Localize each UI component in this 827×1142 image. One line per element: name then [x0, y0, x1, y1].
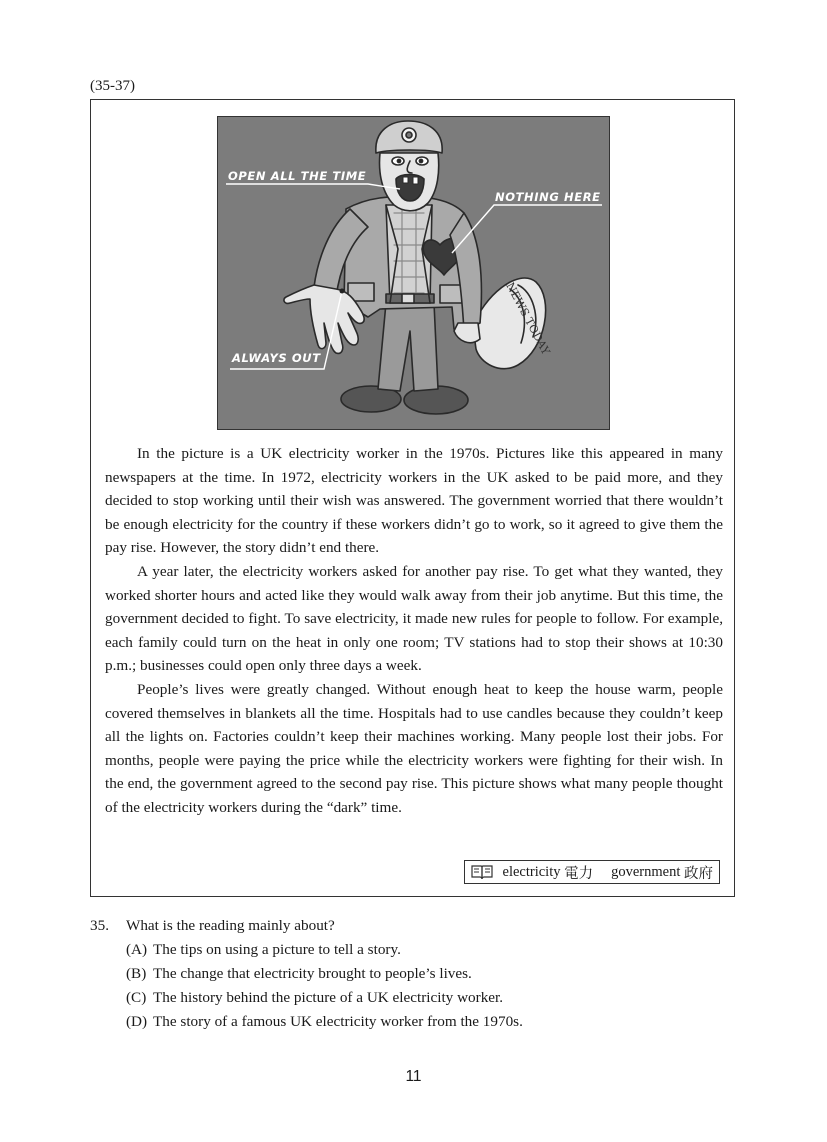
question-range-header: (35-37): [90, 78, 135, 94]
glossary-meaning: 政府: [684, 865, 713, 882]
book-icon: [471, 864, 493, 880]
passage-paragraph: A year later, the electricity workers asked for another pay rise. To get what they wanted, they worked shorter hours and acted like they would walk away from their job anytime. But this time, the government decided to fight. To save electricity, it made new rules for people to follow. For example, each family could turn on the heat in only one room; TV stations had to stop their shows at 10:30 p.m.; businesses could open only three days a week.: [105, 562, 723, 675]
option-text: The tips on using a picture to tell a story.: [153, 941, 401, 958]
glossary-meaning: 電力: [564, 865, 594, 882]
hand-label: ALWAYS OUT: [232, 351, 321, 365]
page-number: 11: [405, 1068, 422, 1085]
glossary-word: electricity: [502, 863, 561, 880]
option-letter: (A): [126, 941, 148, 958]
answer-option-c[interactable]: [126, 986, 523, 1010]
mouth-callout-line: [226, 184, 400, 189]
reading-passage: [105, 442, 723, 820]
passage-paragraph: People’s lives were greatly changed. Without enough heat to keep the house warm, people covered themselves in blankets all the time. Hospitals had to use candles because they couldn’t keep all the lights on. Factories couldn’t keep their machines working. Many people lost their jobs. For months, people were paying the price while the electricity workers were fighting for their wish. In the end, the government agreed to the second pay rise. This picture shows what many people thought of the electricity workers during the “dark” time.: [105, 680, 723, 816]
answer-option-b[interactable]: [126, 962, 523, 986]
worker-cartoon-drawing: [218, 117, 610, 430]
reading-passage-box: [90, 99, 735, 897]
newspaper-headline: NEWS TODAY: [503, 280, 553, 357]
question-number: 35.: [90, 917, 109, 934]
option-text: The history behind the picture of a UK electricity worker.: [153, 989, 504, 1006]
answer-option-a[interactable]: [126, 938, 523, 962]
passage-paragraph: In the picture is a UK electricity worker in the 1970s. Pictures like this appeared in many newspapers at the time. In 1972, electricity workers in the UK asked to be paid more, and they decided to stop working until their wish was answered. The government worried that there wouldn’t be enough electricity for the country if these workers didn’t go to work, so it agreed to give them the pay rise. However, the story didn’t end there.: [105, 445, 723, 557]
mouth-label: OPEN ALL THE TIME: [228, 169, 367, 183]
option-text: The story of a famous UK electricity worker from the 1970s.: [153, 1013, 523, 1030]
trouser-legs: [378, 303, 438, 391]
answer-option-d[interactable]: [126, 1010, 523, 1034]
right-hand: [454, 323, 480, 343]
glossary-word: government: [611, 863, 681, 880]
question-stem: What is the reading mainly about?: [126, 917, 335, 934]
vocabulary-glossary: [464, 860, 720, 884]
heart-label: NOTHING HERE: [495, 190, 601, 204]
option-letter: (C): [126, 989, 147, 1006]
answer-options: [126, 938, 523, 1034]
worker-cartoon-illustration: [217, 116, 610, 430]
option-text: The change that electricity brought to people’s lives.: [153, 965, 472, 982]
option-letter: (D): [126, 1013, 148, 1030]
option-letter: (B): [126, 965, 147, 982]
